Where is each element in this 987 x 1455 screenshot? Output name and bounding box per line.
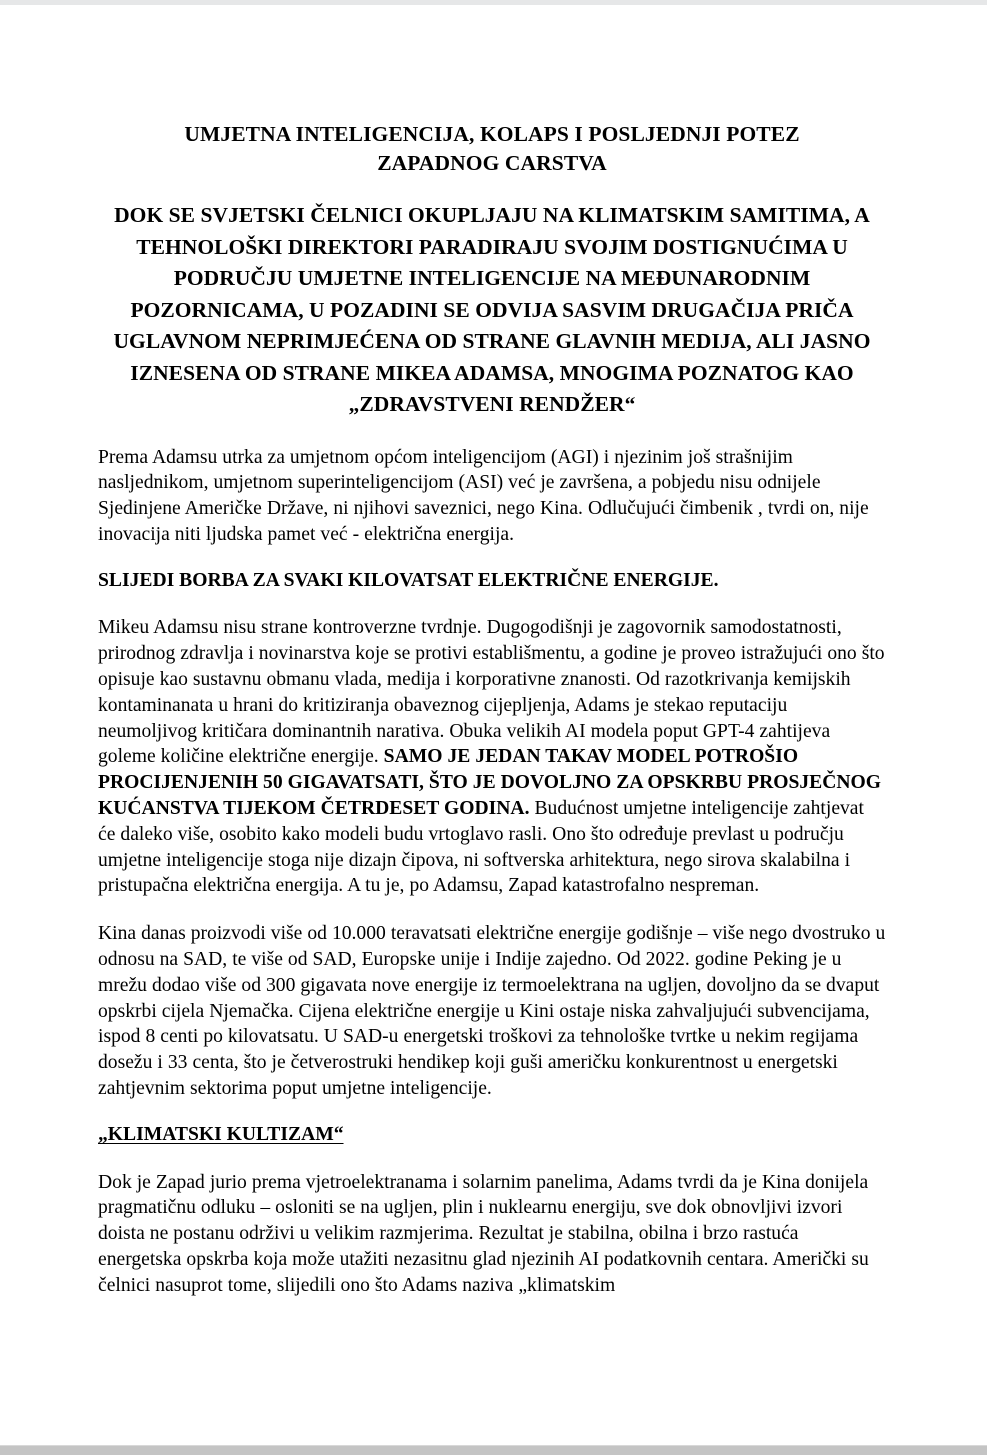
paragraph-1: Prema Adamsu utrka za umjetnom općom inteligencijom (AGI) i njezinim još strašnijim nasljednikom, umjetnom superinteligencijom (ASI) već je završena, a pobjedu nisu odnijele Sjedinjene Američke Države, ni njihovi saveznici, nego Kina. Odlučujući čimbenik , tvrdi on, nije inovacija niti ljudska pamet već - električna energija. (98, 446, 869, 545)
document-title: UMJETNA INTELIGENCIJA, KOLAPS I POSLJEDNJI POTEZ ZAPADNOG CARSTVA (184, 122, 800, 175)
paragraph-2-tail: Budućnost umjetne inteligencije zahtjevat će daleko više, osobito kako modeli budu vrtoglavo rasli. Ono što određuje prevlast u području umjetne inteligencije stoga nije dizajn čipova, ni softverska arhitektura, nego sirova skalabilna i pristupačna električna energija. A tu je, po Adamsu, Zapad katastrofalno nespreman. (98, 798, 864, 897)
paragraph-3: Kina danas proizvodi više od 10.000 teravatsati električne energije godišnje – više nego dvostruko u odnosu na SAD, te više od SAD, Europske unije i Indije zajedno. Od 2022. godine Peking je u mrežu dodao više od 300 gigavata nove energije iz termoelektrana na ugljen, dovoljno da se dvaput opskrbi cijela Njemačka. Cijena električne energije u Kini ostaje niska zahvaljujući subvencijama, ispod 8 centi po kilovatsatu. U SAD-u energetski troškovi za tehnološke tvrtke u nekim regijama dosežu i 33 centa, što je četverostruki hendikep koji guši američku konkurentnost u energetski zahtjevnim sektorima poput umjetne inteligencije. (98, 923, 886, 1100)
paragraph-2-lead: Mikeu Adamsu nisu strane kontroverzne tvrdnje. Dugogodišnji je zagovornik samodostatnosti, prirodnog zdravlja i novinarstva koje se protivi establišmentu, a godine je proveo istražujući ono što opisuje kao sustavnu obmanu vlada, medija i korporativne znanosti. Od razotkrivanja kemijskih kontaminanata u hrani do kritiziranja obaveznog cijepljenja, Adams je stekao reputaciju neumoljivog kritičara dominantnih narativa. Obuka velikih AI modela poput GPT-4 zahtijeva goleme količine električne energije. (98, 617, 885, 768)
document-page (0, 5, 987, 1445)
section-heading-1: SLIJEDI BORBA ZA SVAKI KILOVATSAT ELEKTRIČNE ENERGIJE. (98, 569, 719, 591)
section-heading-2: „KLIMATSKI KULTIZAM“ (98, 1123, 344, 1145)
document-subtitle: DOK SE SVJETSKI ČELNICI OKUPLJAJU NA KLIMATSKIM SAMITIMA, A TEHNOLOŠKI DIREKTORI PARADIRAJU SVOJIM DOSTIGNUĆIMA U PODRUČJU UMJETNE INTELIGENCIJE NA MEĐUNARODNIM POZORNICAMA, U POZADINI SE ODVIJA SASVIM DRUGAČIJA PRIČA UGLAVNOM NEPRIMJEĆENA OD STRANE GLAVNIH MEDIJA, ALI JASNO IZNESENA OD STRANE MIKEA ADAMSA, MNOGIMA POZNATOG KAO „ZDRAVSTVENI RENDŽER“ (113, 203, 871, 416)
page-content (98, 120, 886, 1299)
paragraph-2-emphasis: SAMO JE JEDAN TAKAV MODEL POTROŠIO PROCIJENJENIH 50 GIGAVATSATI, ŠTO JE DOVOLJNO ZA OPSKRBU PROSJEČNOG KUĆANSTVA TIJEKOM ČETRDESET GODINA. (98, 746, 882, 820)
paragraph-2 (98, 615, 886, 899)
paragraph-4: Dok je Zapad jurio prema vjetroelektranama i solarnim panelima, Adams tvrdi da je Kina donijela pragmatičnu odluku – osloniti se na ugljen, plin i nuklearnu energiju, sve dok obnovljivi izvori doista ne postanu održivi u velikim razmjerima. Rezultat je stabilna, obilna i brzo rastuća energetska opskrba koja može utažiti nezasitnu glad njezinih AI podatkovnih centara. Američki su čelnici nasuprot tome, slijedili ono što Adams naziva „klimatskim (98, 1171, 869, 1296)
